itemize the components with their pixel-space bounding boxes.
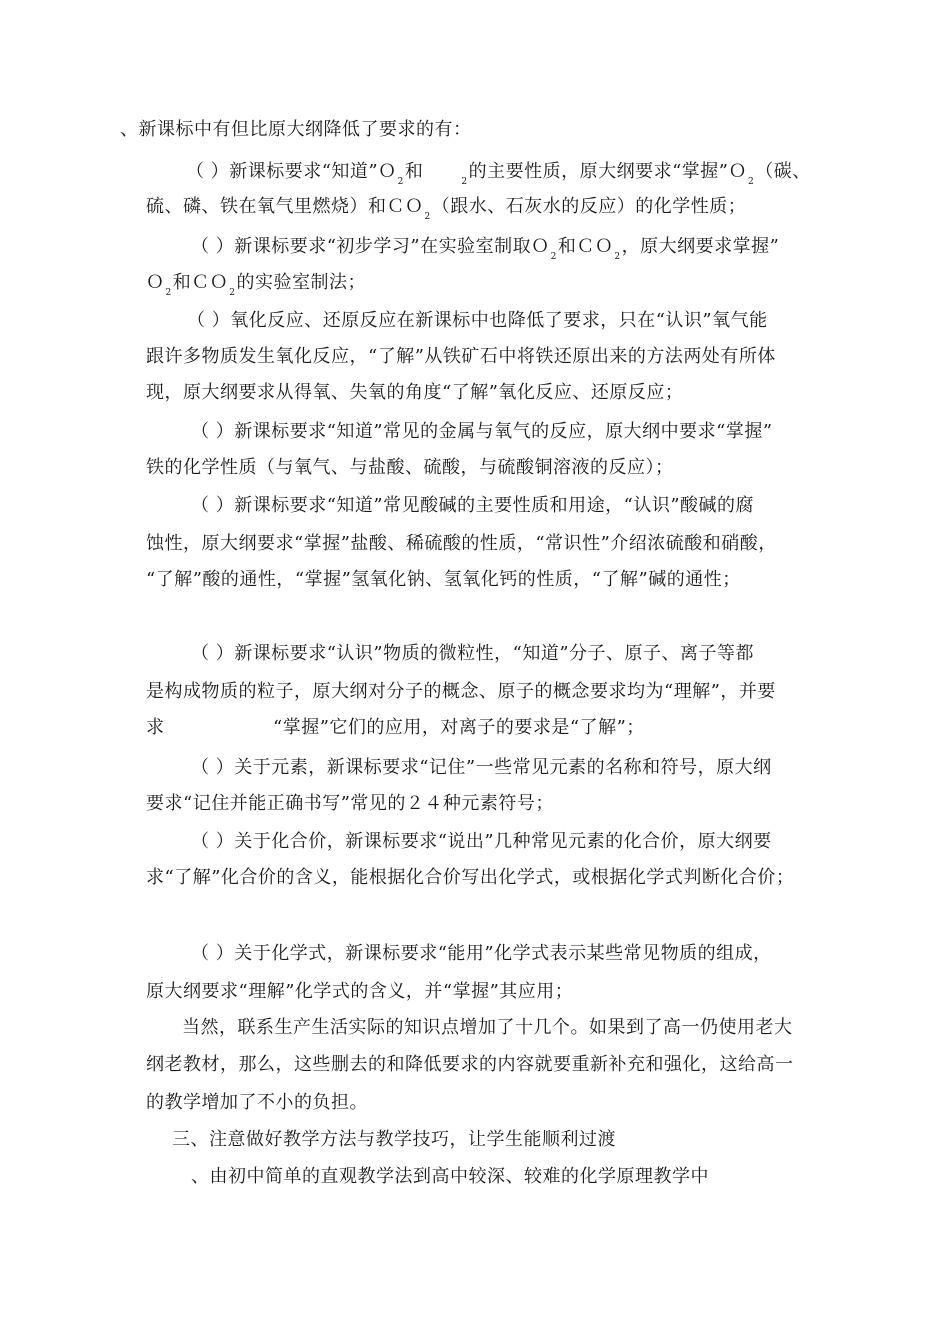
paragraph-line: 纲老教材，那么，这些删去的和降低要求的内容就要重新补充和强化，这给高一: [146, 1054, 794, 1075]
paragraph-line: 蚀性，原大纲要求“掌握”盐酸、稀硫酸的性质，“常识性”介绍浓硫酸和硝酸，: [146, 533, 777, 554]
paragraph-line: Ｏ$_2$和ＣＯ$_2$的实验室制法；: [146, 272, 366, 298]
paragraph-line: 当然，联系生产生活实际的知识点增加了十几个。如果到了高一仍使用老大: [182, 1017, 793, 1038]
paragraph-line: 求“了解”化合价的含义，能根据化合价写出化学式，或根据化学式判断化合价；: [146, 867, 795, 888]
paragraph-line: 铁的化学性质（与氧气、与盐酸、硫酸，与硫酸铜溶液的反应）；: [146, 457, 674, 478]
section-heading: 三、注意做好教学方法与教学技巧，让学生能顺利过渡: [172, 1129, 616, 1150]
paragraph-line: （ ）新课标要求“知道”Ｏ$_2$和 $_2$的主要性质，原大纲要求“掌握”Ｏ$_2$（碳、: [186, 161, 811, 187]
paragraph-line: 是构成物质的粒子，原大纲对分子的概念、原子的概念要求均为“理解”，并要: [146, 681, 776, 702]
paragraph-line: 跟许多物质发生氧化反应，“了解”从铁矿石中将铁还原出来的方法两处有所体: [146, 346, 776, 367]
paragraph-line: （ ）新课标要求“初步学习”在实验室制取Ｏ$_2$和ＣＯ$_2$，原大纲要求掌握”: [191, 236, 780, 262]
paragraph-line: （ ）新课标要求“知道”常见酸碱的主要性质和用途，“认识”酸碱的腐: [191, 495, 755, 516]
paragraph-line: 求: [146, 717, 165, 738]
paragraph-line: 的教学增加了不小的负担。: [146, 1092, 368, 1113]
paragraph-line: （ ）关于化合价，新课标要求“说出”几种常见元素的化合价，原大纲要: [191, 831, 772, 852]
paragraph-line: （ ）关于化学式，新课标要求“能用”化学式表示某些常见物质的组成，: [191, 943, 772, 964]
paragraph-line: （ ）氧化反应、还原反应在新课标中也降低了要求，只在“认识”氧气能: [187, 310, 768, 331]
paragraph-line: （ ）新课标要求“认识”物质的微粒性，“知道”分子、原子、离子等都: [191, 643, 755, 664]
paragraph-line: 现，原大纲要求从得氧、失氧的角度“了解”氧化反应、还原反应；: [146, 382, 684, 403]
paragraph-line: 原大纲要求“理解”化学式的含义，并“掌握”其应用；: [146, 981, 574, 1002]
paragraph-heading: 、新课标中有但比原大纲降低了要求的有：: [120, 119, 472, 140]
paragraph-line: “了解”酸的通性，“掌握”氢氧化钠、氢氧化钙的性质，“了解”碱的通性；: [146, 569, 741, 590]
paragraph-line: （ ）关于元素，新课标要求“记住”一些常见元素的名称和符号，原大纲: [191, 757, 772, 778]
paragraph-line: （ ）新课标要求“知道”常见的金属与氧气的反应，原大纲中要求“掌握”: [191, 421, 773, 442]
paragraph-line: 硫、磷、铁在氧气里燃烧）和ＣＯ$_2$（跟水、石灰水的反应）的化学性质；: [146, 196, 747, 222]
paragraph-line: 要求“记住并能正确书写”常见的２４种元素符号；: [146, 793, 554, 814]
paragraph-line: “掌握”它们的应用，对离子的要求是“了解”；: [273, 717, 645, 738]
subsection-heading: 、由初中简单的直观教学法到高中较深、较难的化学原理教学中: [191, 1166, 709, 1187]
